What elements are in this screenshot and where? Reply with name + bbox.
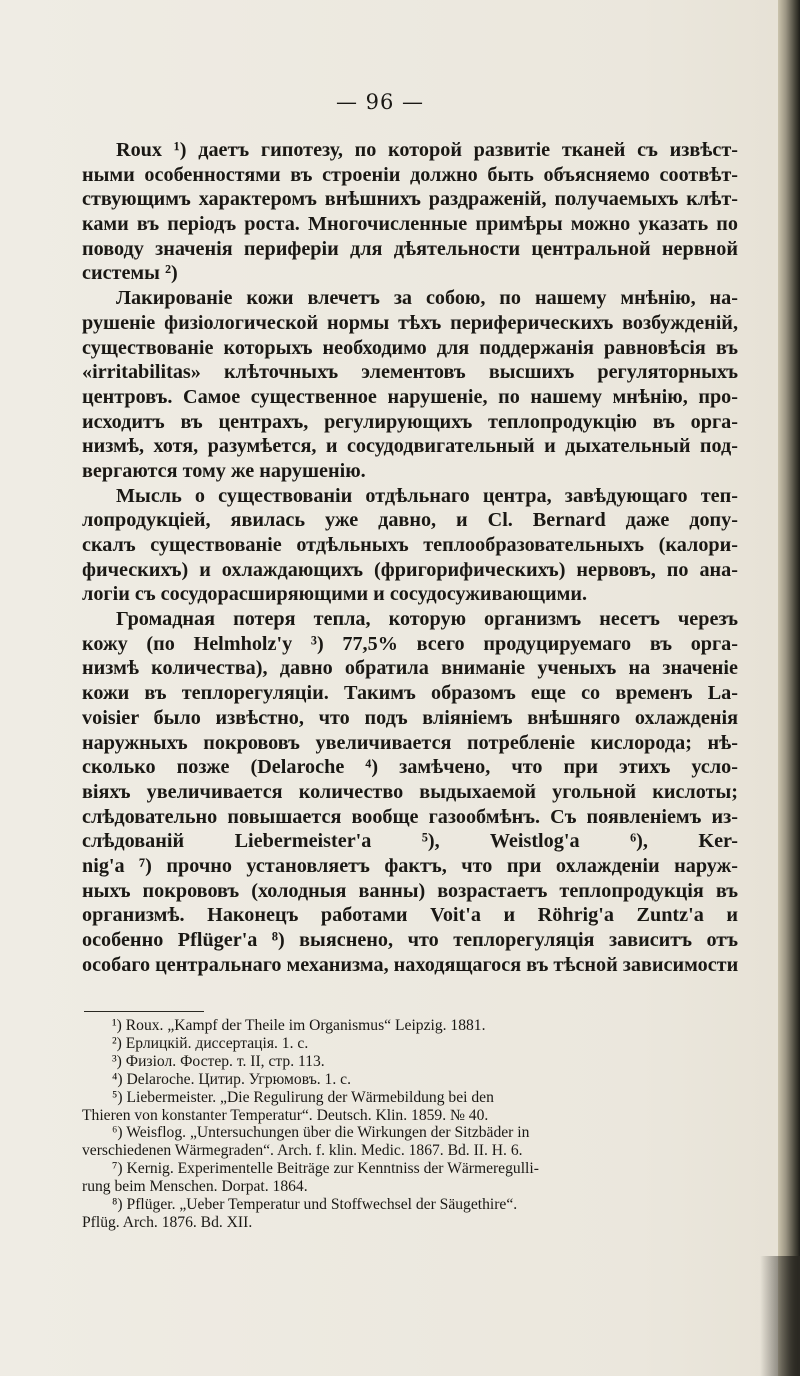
text-line: низмѣ количества), давно обратила вниманіе ученыхъ на значеніе [82,657,738,680]
text-line: существованіе которыхъ необходимо для поддержанія равновѣсія въ [82,336,738,359]
text-line: особенно Pflüger'a ⁸) выяснено, что теплорегуляція зависитъ отъ [82,929,738,951]
footnote: Thieren von konstanter Temperatur“. Deutsch. Klin. 1859. № 40. [82,1106,489,1124]
footnote: ³) Физіол. Фостер. т. II, стр. 113. [112,1052,325,1070]
text-line: Roux ¹) даетъ гипотезу, по которой развитіе тканей съ извѣст- [116,139,738,161]
page-number: — 96 — [335,90,425,114]
text-line: поводу значенія периферіи для дѣятельности центральной нервной [82,237,738,260]
text-line: центровъ. Самое существенное нарушеніе, по нашему мнѣнію, про- [82,385,738,408]
text-line: лопродукціей, явилась уже давно, и Cl. Bernard даже допу- [82,509,738,532]
text-line: Лакированіе кожи влечетъ за собою, по нашему мнѣнію, на- [116,287,738,310]
text-line: «irritabilitas» клѣточныхъ элементовъ высшихъ регуляторныхъ [82,361,738,384]
text-line: организмѣ. Наконецъ работами Voit'a и Röhrig'a Zuntz'a и [82,904,738,927]
text-line: ными особенностями въ строеніи должно быть объясняемо соотвѣт- [82,163,738,186]
text-line: кожу (по Helmholz'у ³) 77,5% всего продуцируемаго въ орга- [82,632,738,655]
footnote: ⁵) Liebermeister. „Die Regulirung der Wärmebildung bei den [112,1088,494,1106]
text-line: исходитъ въ центрахъ, регулирующихъ теплопродукцію въ орга- [82,410,738,433]
footnote: rung beim Menschen. Dorpat. 1864. [82,1178,308,1196]
text-line: особаго центральнаго механизма, находящагося въ тѣсной зависимости [82,953,739,976]
footnote: ⁶) Weisflog. „Untersuchungen über die Wirkungen der Sitzbäder in [112,1124,530,1142]
text-line: логіи съ сосудорасширяющими и сосудосуживающими. [82,583,588,606]
text-line: скалъ существованіе отдѣльныхъ теплообразовательныхъ (калори- [82,534,738,556]
text-line: кожи въ теплорегуляціи. Такимъ образомъ еще со временъ La- [82,682,738,705]
body-text [82,138,738,977]
text-line: віяхъ увеличивается количество выдыхаемой угольной кислоты; [82,780,738,803]
text-line: Громадная потеря тепла, которую организмъ несетъ черезъ [116,608,738,631]
text-line: ствующимъ характеромъ внѣшнихъ раздраженій, получаемыхъ клѣт- [82,188,738,211]
text-line: вергаются тому же нарушенію. [82,459,366,482]
text-line: слѣдовательно повышается вообще газообмѣнъ. Съ появленіемъ из- [82,805,738,828]
page-edge-shadow [778,0,800,1376]
text-line: рушеніе физіологической нормы тѣхъ периферическихъ возбужденій, [82,311,738,334]
footnote: ²) Ерлицкій. диссертація. 1. с. [112,1034,309,1052]
footnote-divider [84,1011,204,1012]
footnotes [82,1017,738,1232]
page-corner-shadow [760,1256,800,1376]
text-line: слѣдованій Liebermeister'a ⁵), Weistlog'a ⁶), Ker- [82,830,738,853]
text-line: Мысль о существованіи отдѣльнаго центра, завѣдующаго теп- [116,484,738,507]
text-line: ками въ періодъ роста. Многочисленные примѣры можно указать по [82,213,738,236]
footnote: verschiedenen Wärmegraden“. Arch. f. klin. Medic. 1867. Bd. II. H. 6. [82,1142,523,1160]
text-line: системы ²) [82,262,178,285]
footnote: ¹) Roux. „Kampf der Theile im Organismus“ Leipzig. 1881. [112,1017,486,1034]
text-line: фическихъ) и охлаждающихъ (фригорифическихъ) нервовъ, по ана- [82,558,738,581]
text-line: наружныхъ покрововъ увеличивается потребленіе кислорода; нѣ- [82,731,738,754]
text-line: voisier было извѣстно, что подъ вліяніемъ внѣшняго охлажденія [82,706,738,729]
footnote: ⁸) Pflüger. „Ueber Temperatur und Stoffwechsel der Säugethire“. [112,1196,518,1214]
text-line: nig'a ⁷) прочно установляетъ фактъ, что при охлажденіи наруж- [82,854,738,877]
footnote: Pflüg. Arch. 1876. Bd. XII. [82,1213,253,1231]
text-line: ныхъ покрововъ (холодныя ванны) возрастаетъ теплопродукція въ [82,879,738,902]
text-line: сколько позже (Delaroche ⁴) замѣчено, что при этихъ усло- [82,756,738,779]
footnote: ⁷) Kernig. Experimentelle Beiträge zur Kenntniss der Wärmeregulli- [112,1160,539,1178]
footnote: ⁴) Delaroche. Цитир. Угрюмовъ. 1. с. [112,1070,351,1088]
text-line: низмѣ, хотя, разумѣется, и сосудодвигательный и дыхательный под- [82,435,738,458]
